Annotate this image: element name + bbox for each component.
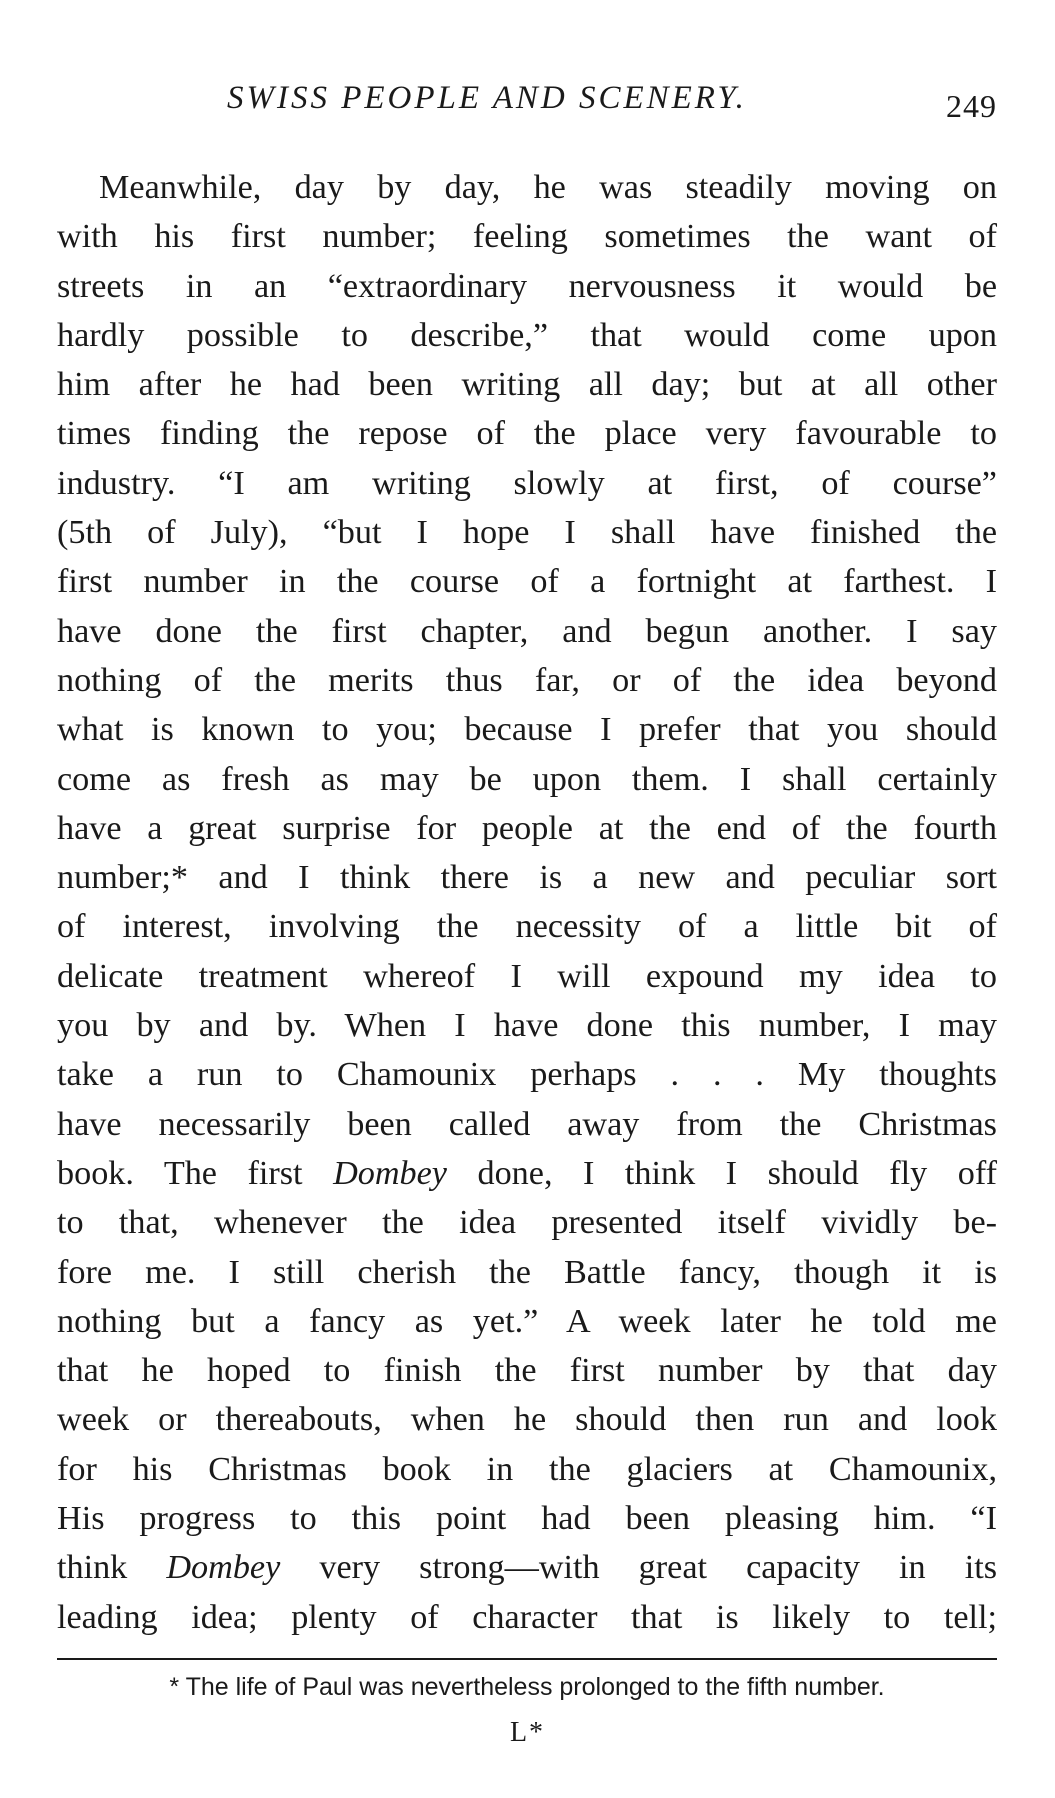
text-line: Meanwhile, day by day, he was steadily moving on [99, 169, 997, 206]
text-line: come as fresh as may be upon them. I shall certainly [57, 760, 997, 798]
text-line: delicate treatment whereof I will expound my idea to [57, 957, 997, 995]
text-line: His progress to this point had been pleasing him. “I [57, 1500, 997, 1538]
text-line: think Dombey very strong—with great capacity in its [57, 1549, 998, 1587]
text-line: times finding the repose of the place very favourable to [57, 415, 997, 453]
footnote: * The life of Paul was nevertheless prolonged to the fifth number. [169, 1673, 885, 1701]
text-line: what is known to you; because I prefer that you should [57, 711, 997, 749]
text-line: industry. “I am writing slowly at first, of course” [57, 464, 997, 502]
running-title: SWISS PEOPLE AND SCENERY. [227, 80, 747, 116]
running-head [57, 78, 997, 128]
text-line: streets in an “extraordinary nervousness it would be [57, 267, 997, 305]
text-line: fore me. I still cherish the Battle fancy, though it is [57, 1253, 997, 1291]
text-line: to that, whenever the idea presented itself vividly be- [57, 1204, 997, 1242]
body-paragraph [57, 163, 997, 1642]
text-line: have done the first chapter, and begun another. I say [57, 612, 997, 650]
page-number: 249 [946, 88, 997, 124]
book-title-italic: Dombey [333, 1154, 447, 1192]
text-line: nothing but a fancy as yet.” A week later he told me [57, 1302, 997, 1340]
text-line: of interest, involving the necessity of a little bit of [57, 908, 997, 946]
text-line: nothing of the merits thus far, or of the idea beyond [57, 661, 997, 699]
text-line: week or thereabouts, when he should then run and look [57, 1401, 997, 1439]
text-line: book. The first Dombey done, I think I should fly off [57, 1154, 997, 1192]
book-title-italic: Dombey [166, 1549, 281, 1587]
text-line: take a run to Chamounix perhaps . . . My thoughts [57, 1056, 997, 1094]
text-line: number;* and I think there is a new and peculiar sort [57, 859, 997, 897]
text-line: him after he had been writing all day; but at all other [57, 366, 997, 404]
text-line: you by and by. When I have done this number, I may [57, 1007, 997, 1045]
text-line: hardly possible to describe,” that would come upon [57, 316, 997, 354]
footnote-divider [57, 1658, 997, 1660]
text-line: with his first number; feeling sometimes the want of [57, 218, 997, 256]
text-line: have necessarily been called away from the Christmas [57, 1105, 997, 1143]
text-line: for his Christmas book in the glaciers at Chamounix, [57, 1450, 997, 1488]
text-line: first number in the course of a fortnight at farthest. I [57, 563, 997, 601]
text-line: leading idea; plenty of character that is likely to tell; [57, 1598, 997, 1636]
signature-mark: L* [509, 1717, 546, 1748]
text-line: that he hoped to finish the first number by that day [57, 1352, 997, 1390]
text-line: have a great surprise for people at the end of the fourth [57, 809, 997, 847]
text-line: (5th of July), “but I hope I shall have finished the [57, 514, 997, 552]
